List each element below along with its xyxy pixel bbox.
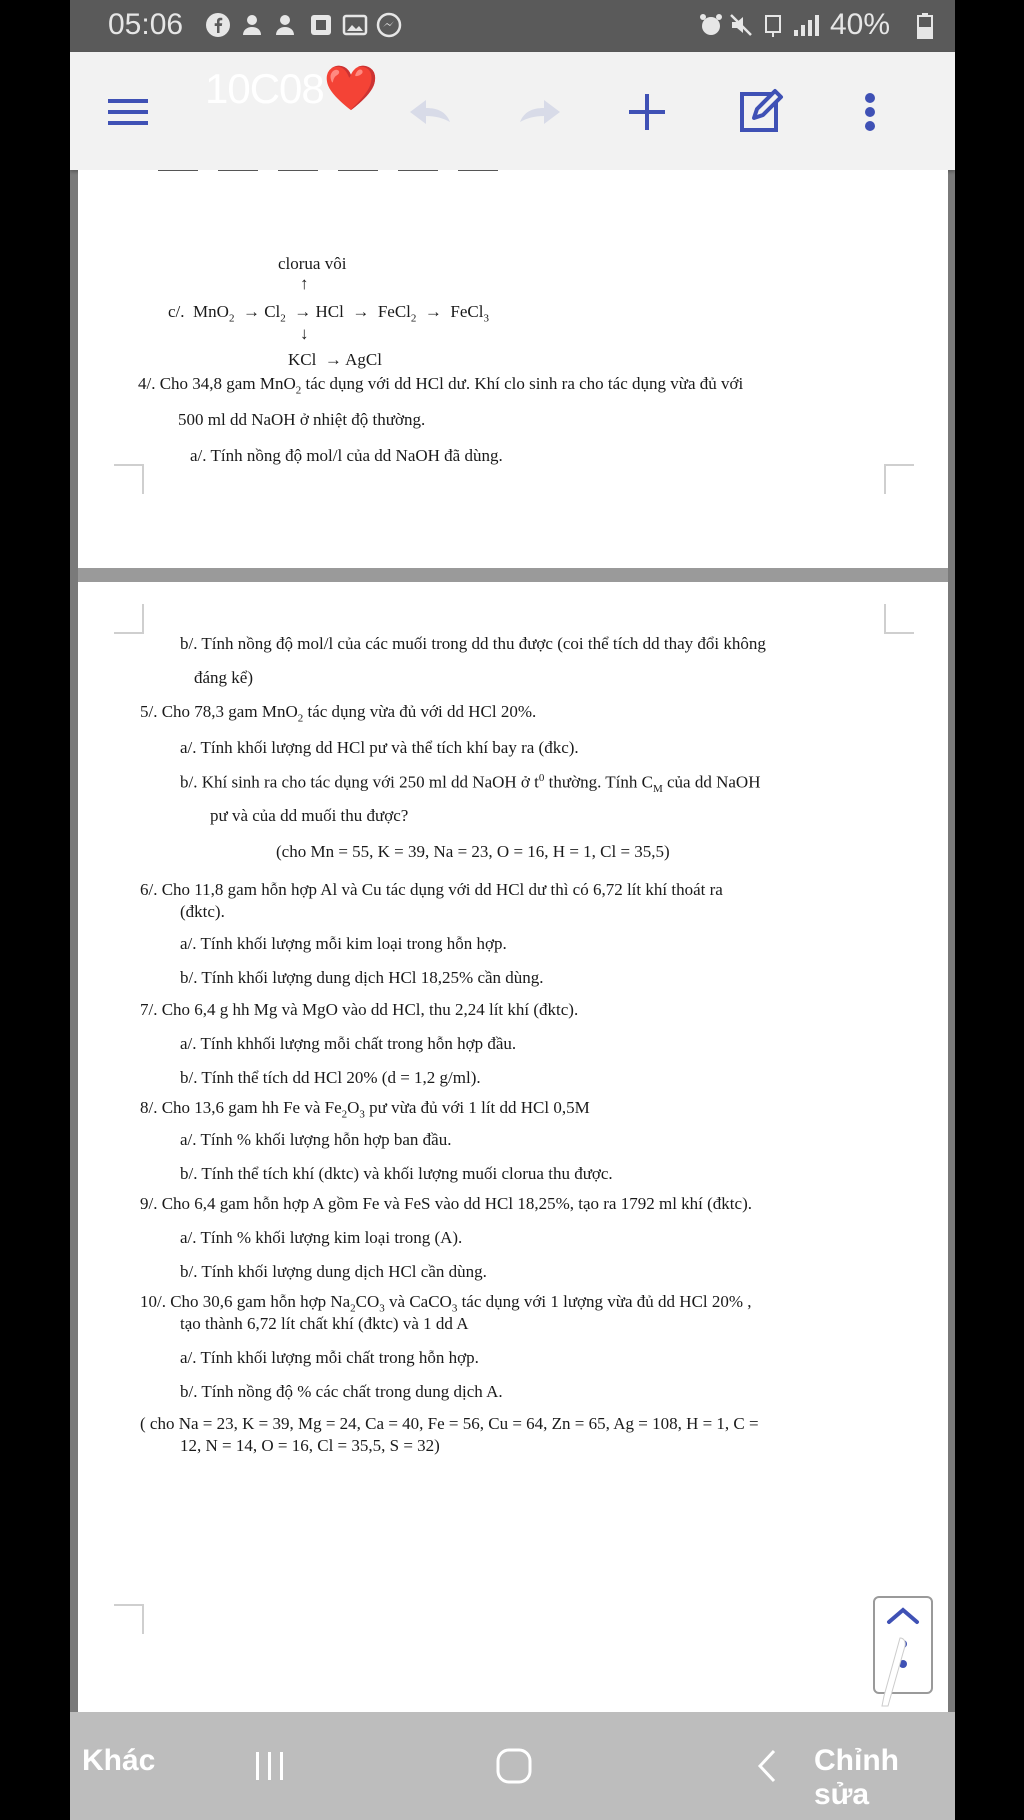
page-corner-mark (114, 1604, 144, 1634)
arrow-down: ↓ (300, 324, 309, 343)
q5b-sub: M (652, 783, 663, 796)
q8-text-c: pư vừa đủ với 1 lít dd HCl 0,5M (364, 1098, 590, 1117)
question-8 (140, 1098, 590, 1120)
scheme-clorua-voi: clorua vôi (278, 254, 347, 273)
q10-sub-2: 3 (379, 1302, 385, 1315)
question-9-a: a/. Tính % khối lượng kim loại trong (A). (180, 1228, 463, 1247)
facebook-icon (205, 12, 231, 38)
undo-icon[interactable] (400, 82, 460, 142)
question-5-a: a/. Tính khối lượng dd HCl pư và thể tích khí bay ra (đkc). (180, 738, 579, 757)
add-icon[interactable] (617, 82, 677, 142)
question-6-a: a/. Tính khối lượng mỗi kim loại trong hỗn hợp. (180, 934, 507, 953)
edit-icon[interactable] (730, 82, 790, 142)
battery-percent: 40% (830, 8, 891, 41)
document-page-1 (78, 170, 948, 568)
image-icon (342, 12, 368, 38)
navigation-bar (70, 1712, 955, 1820)
q8-text-b: O (347, 1098, 360, 1117)
q4-b-line2: đáng kể) (194, 668, 254, 687)
heart-emoji: ❤️ (323, 64, 378, 113)
more-dots-icon[interactable] (80, 1660, 150, 1684)
question-8-a: a/. Tính % khối lượng hỗn hợp ban đầu. (180, 1130, 452, 1149)
question-7-a: a/. Tính khhối lượng mỗi chất trong hỗn hợp đầu. (180, 1034, 517, 1053)
more-options-icon[interactable] (840, 82, 900, 142)
question-10-line2: tạo thành 6,72 lít chất khí (đktc) và 1 dd A (180, 1314, 469, 1333)
fecl2: FeCl (377, 302, 411, 321)
back-nav-icon[interactable] (748, 1746, 788, 1786)
page-corner-mark (884, 464, 914, 494)
given-masses-line1: ( cho Na = 23, K = 39, Mg = 24, Ca = 40, Fe = 56, Cu = 64, Zn = 65, Ag = 108, H = 1, C = (140, 1414, 759, 1433)
question-c-label: c/. (168, 302, 185, 321)
q4-text-a: 4/. Cho 34,8 gam MnO (138, 374, 296, 393)
question-4-a: a/. Tính nồng độ mol/l của dd NaOH đã dùng. (190, 446, 503, 465)
question-5-b1 (180, 772, 760, 795)
scheme-row: c/. $MnO_2 \to Cl_2$ → HCl → FeCl$_2$ → FeCl$_3$ (168, 302, 489, 325)
question-5: 5/. Cho 78,3 gam MnO$_2$ tác dụng vừa đủ với dd HCl 20%. (140, 702, 537, 725)
question-9: 9/. Cho 6,4 gam hỗn hợp A gồm Fe và FeS vào dd HCl 18,25%, tạo ra 1792 ml khí (đktc). (140, 1194, 752, 1213)
edit-button[interactable]: Chỉnh sửa (814, 1744, 899, 1811)
q5b-text-c: của dd NaOH (662, 772, 761, 792)
screen (70, 0, 955, 1820)
question-5-given: (cho Mn = 55, K = 39, Na = 23, O = 16, H = 1, Cl = 35,5) (276, 842, 670, 861)
notification-box-icon (308, 12, 334, 38)
document-title-text: 10C08 (205, 65, 324, 112)
q10-text-b: CO (355, 1292, 380, 1311)
question-6: 6/. Cho 11,8 gam hỗn hợp Al và Cu tác dụng với dd HCl dư thì có 6,72 lít khí thoát ra (140, 880, 723, 899)
q8-sub-1: 2 (341, 1108, 348, 1121)
question-6-b: b/. Tính khối lượng dung dịch HCl 18,25% cần dùng. (180, 968, 544, 987)
q8-sub-2: 3 (359, 1108, 365, 1121)
q8-text-a: 8/. Cho 13,6 gam hh Fe và Fe (140, 1098, 342, 1117)
page-corner-mark (884, 604, 914, 634)
q5-text-a: 5/. Cho 78,3 gam MnO (140, 702, 298, 721)
recent-apps-icon[interactable] (250, 1746, 290, 1786)
cl2: Cl (264, 302, 281, 321)
status-bar (70, 0, 955, 52)
q10-sub-3: 3 (451, 1302, 458, 1315)
scheme-kcl-row: KCl → AgCl (288, 350, 382, 369)
question-7-b: b/. Tính thể tích dd HCl 20% (d = 1,2 g/ml). (180, 1068, 481, 1087)
q4-text-b: tác dụng với dd HCl dư. Khí clo sinh ra cho tác dụng vừa đủ với (301, 374, 744, 393)
cut-off-text-line (138, 170, 498, 176)
page-corner-mark (114, 464, 144, 494)
q10-sub-1: 2 (350, 1302, 356, 1315)
kcl: KCl (288, 350, 317, 369)
home-icon[interactable] (494, 1746, 534, 1786)
document-title (205, 62, 378, 114)
arrow-up: ↑ (300, 274, 309, 293)
messenger-icon (376, 12, 402, 38)
redo-icon[interactable] (510, 82, 570, 142)
clock: 05:06 (108, 8, 184, 41)
device-bezel-right (955, 0, 1024, 1820)
fecl3: FeCl (450, 302, 484, 321)
mute-icon (728, 12, 754, 38)
question-9-b: b/. Tính khối lượng dung dịch HCl cần dùng. (180, 1262, 487, 1281)
q5b-sup: 0 (538, 772, 545, 784)
page-corner-mark (114, 604, 144, 634)
menu-icon[interactable] (98, 82, 158, 142)
question-4-line2: 500 ml dd NaOH ở nhiệt độ thường. (178, 410, 426, 429)
person-add-icon-2 (273, 12, 299, 38)
q5-text-b: tác dụng vừa đủ với dd HCl 20%. (303, 702, 537, 721)
pen-cursor-icon (878, 1636, 908, 1708)
question-10-a: a/. Tính khối lượng mỗi chất trong hỗn hợp. (180, 1348, 479, 1367)
question-7: 7/. Cho 6,4 g hh Mg và MgO vào dd HCl, thu 2,24 lít khí (đktc). (140, 1000, 579, 1019)
other-button[interactable]: Khác (82, 1744, 156, 1777)
q4-b-line1: b/. Tính nồng độ mol/l của các muối trong dd thu được (coi thể tích dd thay đổi không (180, 634, 766, 653)
person-add-icon (240, 12, 266, 38)
hcl: HCl (315, 302, 344, 321)
question-10 (140, 1292, 752, 1314)
q10-text-c: và CaCO (384, 1292, 452, 1311)
page-separator (78, 568, 948, 582)
question-4: 4/. Cho 34,8 gam MnO$_2$ tác dụng với dd HCl dư. Khí clo sinh ra cho tác dụng vừa đủ với (138, 374, 744, 397)
q5b-text-a: b/. Khí sinh ra cho tác dụng với 250 ml dd NaOH ở t (180, 772, 539, 792)
question-6-line2: (đktc). (180, 902, 225, 921)
given-masses-line2: 12, N = 14, O = 16, Cl = 35,5, S = 32) (180, 1436, 440, 1455)
q10-text-a: 10/. Cho 30,6 gam hỗn hợp Na (140, 1292, 351, 1311)
question-5-b2: pư và của dd muối thu được? (210, 806, 409, 825)
question-10-b: b/. Tính nồng độ % các chất trong dung dịch A. (180, 1382, 503, 1401)
signal-icon (792, 12, 818, 38)
document-page-2 (78, 582, 948, 1712)
agcl: AgCl (345, 350, 382, 369)
question-8-b: b/. Tính thể tích khí (dktc) và khối lượng muối clorua thu được. (180, 1164, 613, 1183)
q5b-text-b: thường. Tính C (544, 772, 653, 792)
q10-text-d: tác dụng với 1 lượng vừa đủ dd HCl 20% , (457, 1292, 752, 1311)
data-4g-icon (760, 12, 786, 38)
battery-icon (912, 12, 938, 38)
alarm-icon (698, 12, 724, 38)
device-bezel-left (0, 0, 70, 1820)
mno2: MnO (193, 302, 229, 321)
app-toolbar (70, 52, 955, 170)
